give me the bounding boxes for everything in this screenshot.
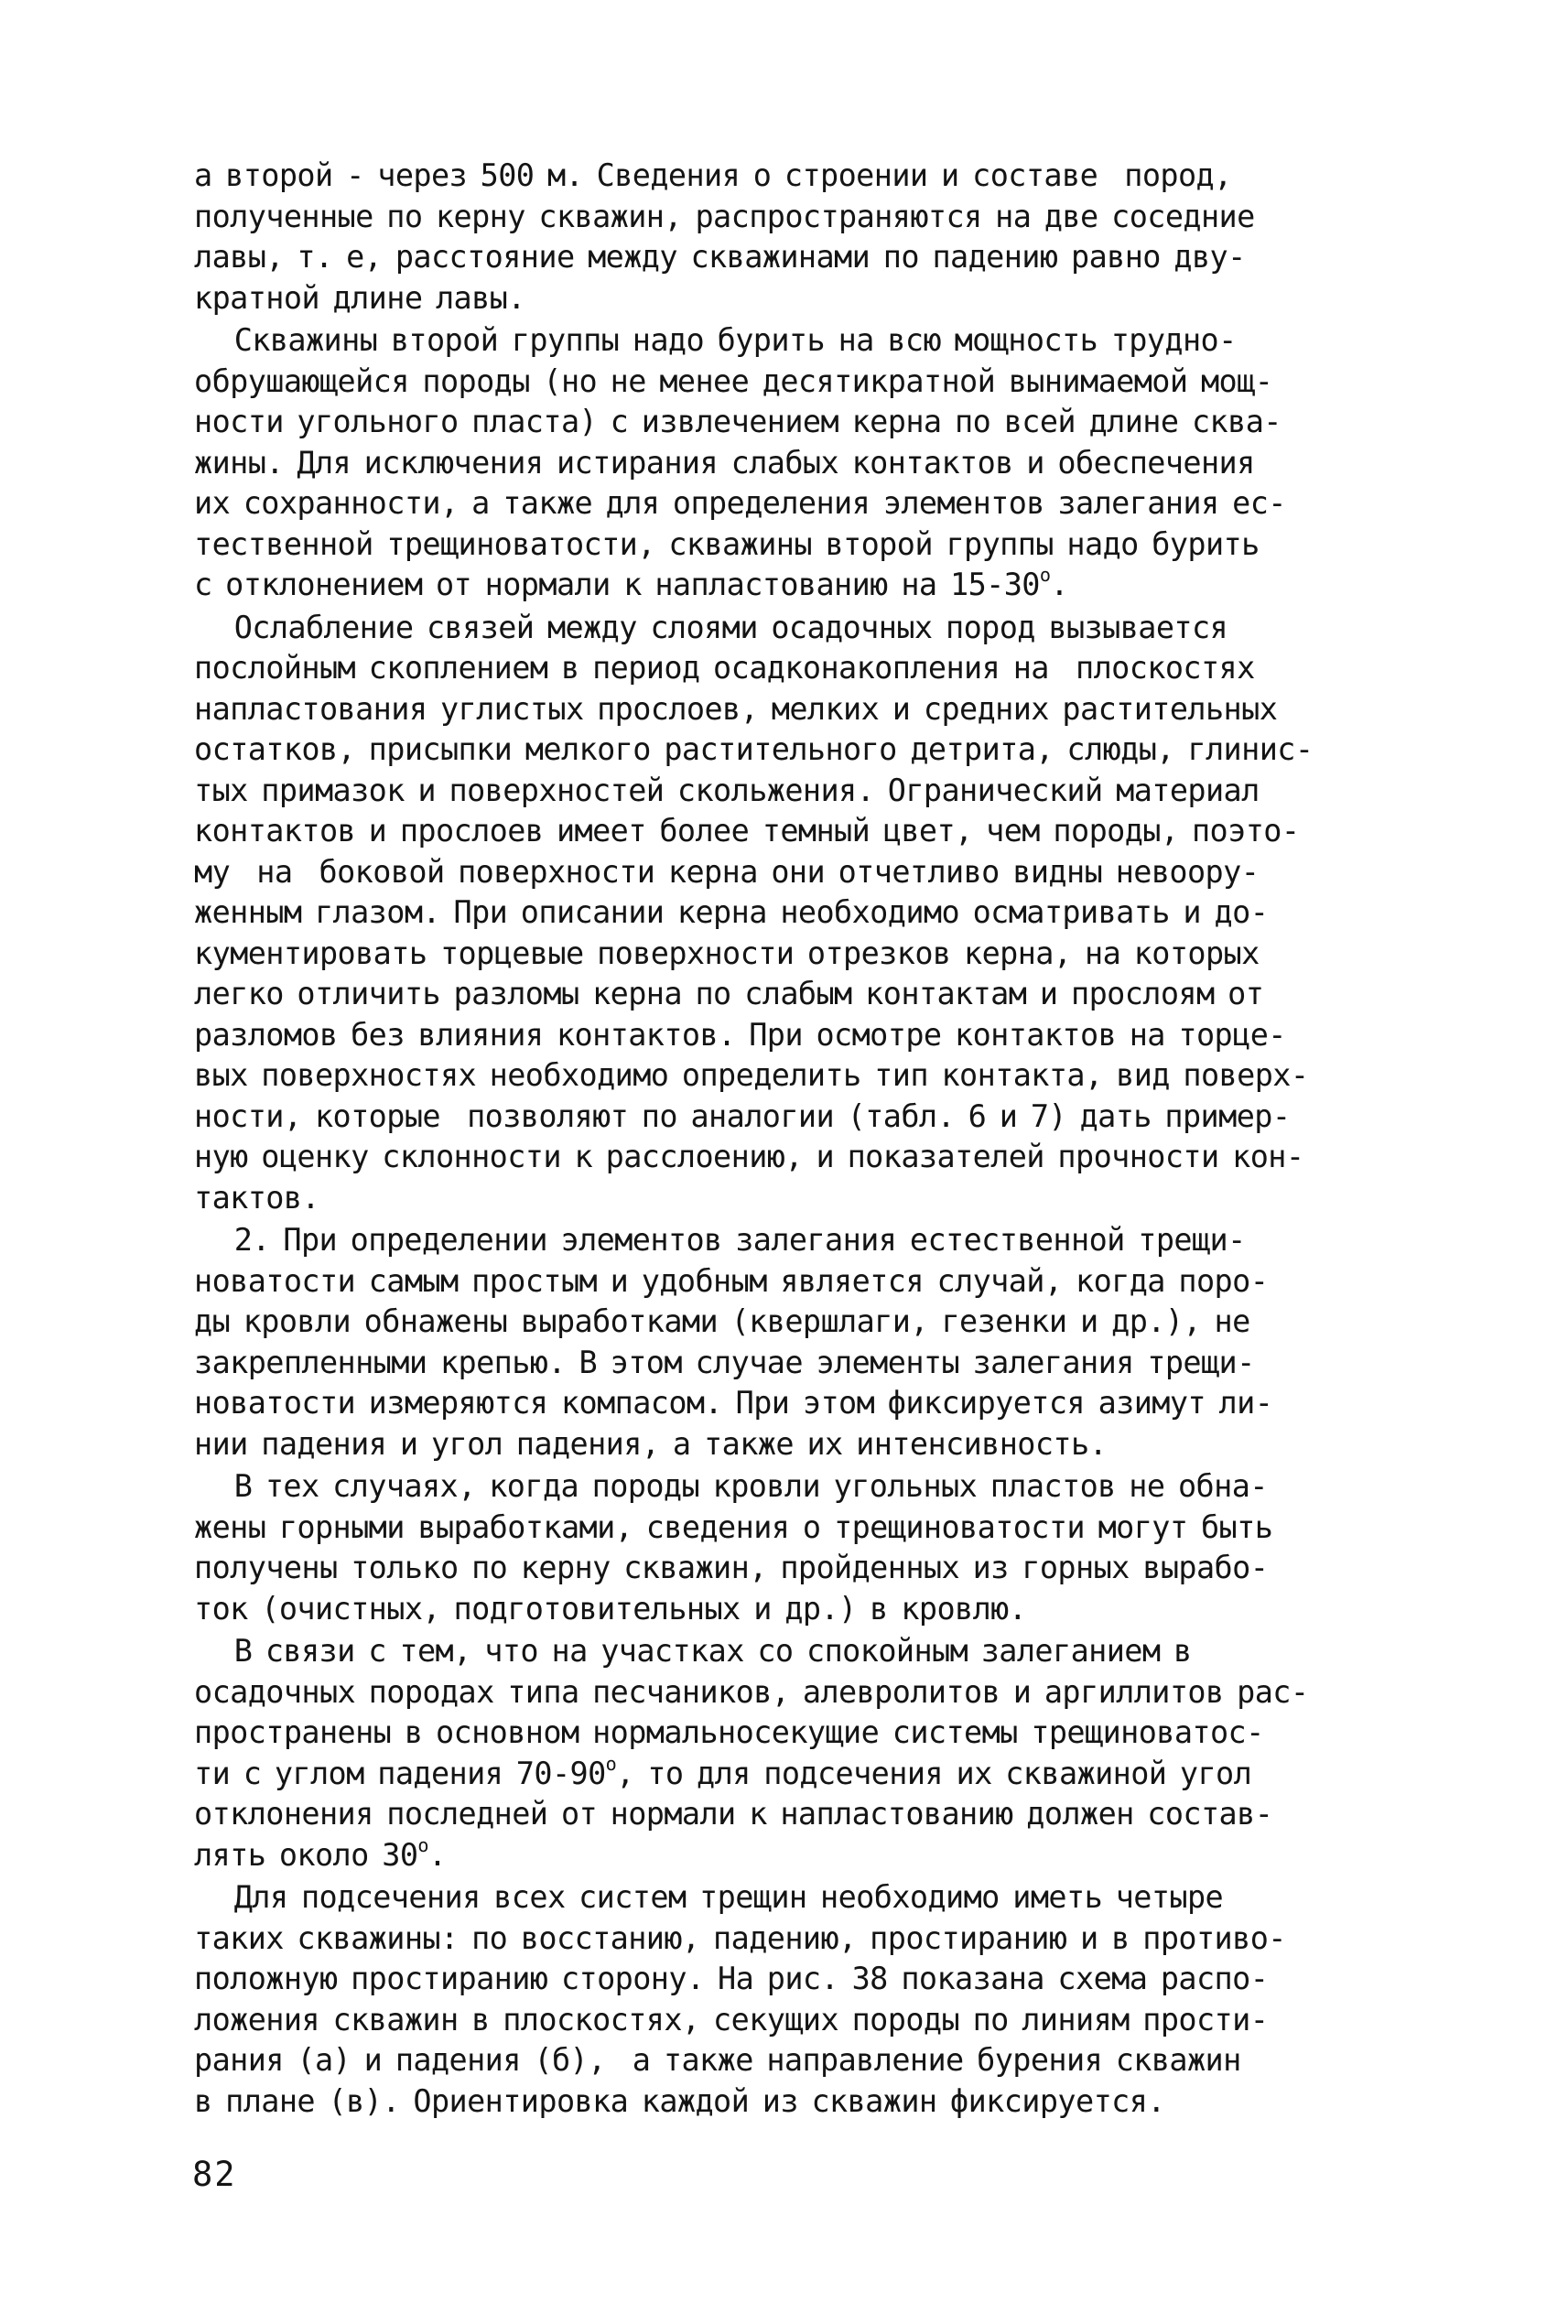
text-line: с отклонением от нормали к напластованию на 15-30$^o$.: [194, 563, 1068, 602]
text-line: ти с углом падения 70-90$^o$, то для подсечения их скважиной угол: [194, 1752, 1252, 1791]
text-line: таких скважины: по восстанию, падению, простиранию и в противо-: [194, 1919, 1286, 1956]
text-line: обрушающейся породы (но не менее десятикратной вынимаемой мощ-: [194, 362, 1273, 399]
text-line: полученные по керну скважин, распространяются на две соседние: [194, 198, 1255, 234]
text-line: закрепленными крепью. В этом случае элементы залегания трещи-: [194, 1344, 1255, 1380]
text-line: лавы, т. е, расстояние между скважинами по падению равно дву-: [194, 239, 1246, 275]
text-line: ную оценку склонности к расслоению, и показателей прочности кон-: [194, 1139, 1304, 1174]
text-line: жены горными выработками, сведения о трещиноватости могут быть: [194, 1508, 1273, 1545]
paragraph: [194, 1466, 1393, 1629]
body-text: [194, 156, 1393, 2124]
text-line: Скважины второй группы надо бурить на всю мощность трудно-: [194, 322, 1237, 358]
text-line: разломов без влияния контактов. При осмотре контактов на торце-: [194, 1016, 1286, 1053]
text-line: в плане (в). Ориентировка каждой из скважин фиксируется.: [194, 2082, 1165, 2119]
text-line: ности, которые позволяют по аналогии (табл. 6 и 7) дать пример-: [194, 1097, 1291, 1134]
text-line: новатости самым простым и удобным является случай, когда поро-: [194, 1262, 1269, 1299]
text-line: Для подсечения всех систем трещин необходимо иметь четыре: [194, 1879, 1224, 1915]
text-line: тественной трещиноватости, скважины второй группы надо бурить: [194, 525, 1260, 562]
paragraph: [194, 1877, 1393, 2122]
text-line: ложения скважин в плоскостях, секущих породы по линиям прости-: [194, 2001, 1269, 2038]
text-line: Ослабление связей между слоями осадочных пород вызывается: [194, 609, 1228, 645]
text-line: а второй - через 500 м. Сведения о строении и составе пород,: [194, 157, 1232, 193]
text-line: положную простиранию сторону. На рис. 38 показана схема распо-: [194, 1961, 1269, 1996]
text-line: рания (а) и падения (б), а также направление бурения скважин: [194, 2042, 1241, 2078]
text-line: легко отличить разломы керна по слабым контактам и прослоям от: [194, 976, 1264, 1011]
text-line: ды кровли обнажены выработками (квершлаги, гезенки и др.), не: [194, 1303, 1250, 1339]
paragraph: [194, 1220, 1393, 1465]
text-line: кратной длине лавы.: [194, 279, 525, 316]
text-line: 2. При определении элементов залегания естественной трещи-: [194, 1222, 1246, 1258]
text-line: тактов.: [194, 1179, 319, 1216]
text-line: му на боковой поверхности керна они отчетливо видны невоору-: [194, 853, 1260, 890]
text-line: послойным скоплением в период осадконакопления на плоскостях: [194, 650, 1255, 686]
text-line: их сохранности, а также для определения элементов залегания ес-: [194, 485, 1286, 521]
page-number: 82: [192, 2155, 237, 2194]
text-line: отклонения последней от нормали к напластованию должен состав-: [194, 1796, 1273, 1832]
text-line: женным глазом. При описании керна необходимо осматривать и до-: [194, 894, 1269, 930]
text-line: тых примазок и поверхностей скольжения. Огранический материал: [194, 772, 1260, 808]
text-line: остатков, присыпки мелкого растительного детрита, слюды, глинис-: [194, 731, 1314, 767]
text-line: напластования углистых прослоев, мелких и средних растительных: [194, 690, 1278, 727]
paragraph: [194, 320, 1393, 606]
text-line: контактов и прослоев имеет более темный цвет, чем породы, поэто-: [194, 813, 1300, 849]
text-line: вых поверхностях необходимо определить тип контакта, вид поверх-: [194, 1057, 1309, 1093]
text-line: ток (очистных, подготовительных и др.) в кровлю.: [194, 1590, 1027, 1627]
text-line: получены только по керну скважин, пройденных из горных вырабо-: [194, 1550, 1269, 1585]
text-line: В связи с тем, что на участках со спокойным залеганием в: [194, 1633, 1192, 1669]
text-line: осадочных породах типа песчаников, алевролитов и аргиллитов рас-: [194, 1673, 1309, 1710]
text-line: кументировать торцевые поверхности отрезков керна, на которых: [194, 935, 1260, 971]
paragraph: [194, 1631, 1393, 1875]
text-line: лять около 30$^o$.: [194, 1833, 447, 1873]
text-line: пространены в основном нормальносекущие системы трещиноватос-: [194, 1714, 1264, 1750]
text-line: ности угольного пласта) с извлечением керна по всей длине сква-: [194, 404, 1281, 439]
text-line: В тех случаях, когда породы кровли угольных пластов не обна-: [194, 1468, 1268, 1504]
text-line: жины. Для исключения истирания слабых контактов и обеспечения: [194, 444, 1255, 481]
text-line: нии падения и угол падения, а также их интенсивность.: [194, 1425, 1108, 1462]
paragraph: [194, 608, 1393, 1219]
text-line: новатости измеряются компасом. При этом фиксируется азимут ли-: [194, 1385, 1273, 1421]
paragraph: [194, 156, 1393, 319]
